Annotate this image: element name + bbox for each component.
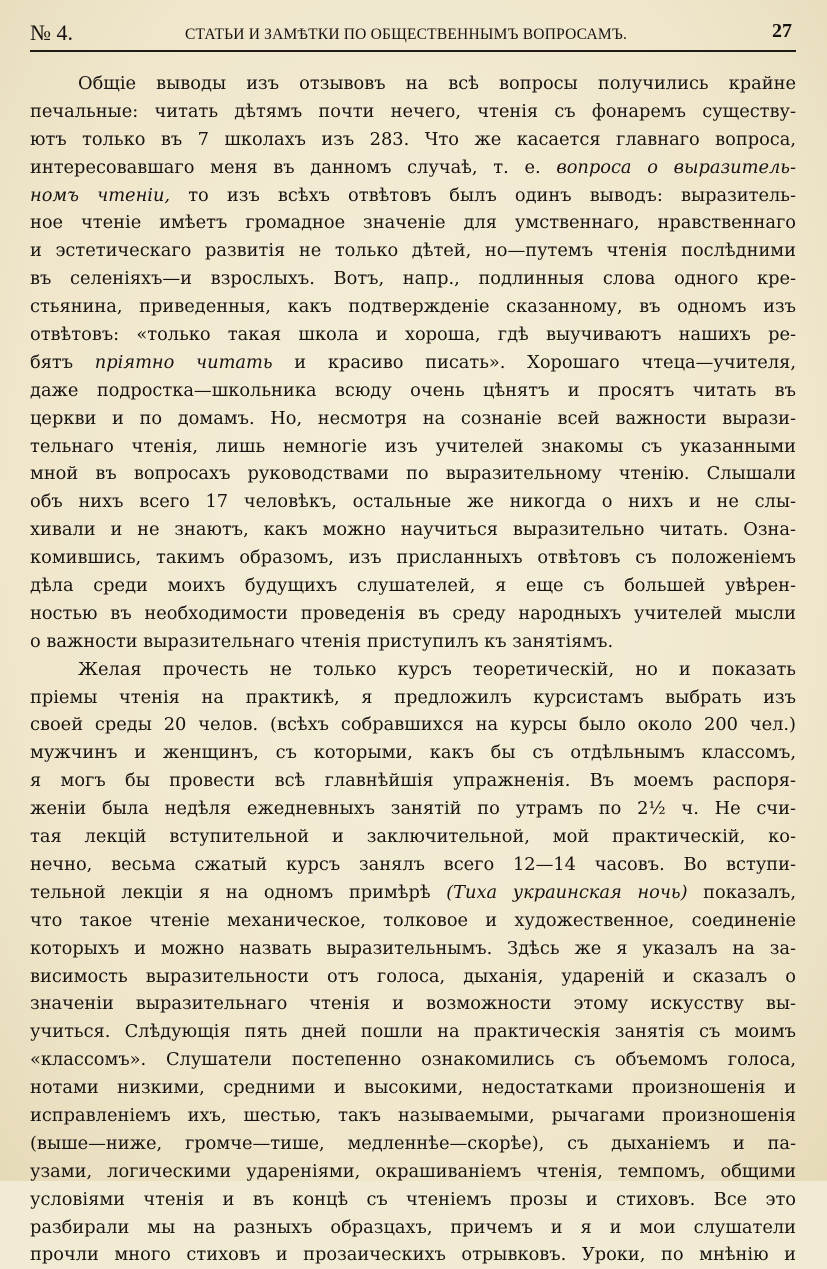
text-line [30,321,796,349]
text-line [30,433,796,461]
text-run: исправленіемъ ихъ, шестью, такъ называемыми, рычагами произношенія [30,1104,796,1126]
text-run: интересовавшаго меня въ данномъ случаѣ, т. е. [30,156,557,178]
text-line [30,182,796,210]
text-line [30,349,796,377]
text-run: тая лекцій вступительной и заключительной, мой практическій, ко- [30,826,796,848]
text-run: ютъ только въ 7 школахъ изъ 283. Что же касается главнаго вопроса, [30,128,796,150]
issue-number: № 4. [30,20,73,45]
text-line [30,544,796,572]
text-run: печальные: читать дѣтямъ почти нечего, чтенія съ фонаремъ существу- [30,100,796,122]
text-line [30,1018,796,1046]
text-run: «классомъ». Слушатели постепенно ознакомились съ объемомъ голоса, [30,1049,796,1071]
text-line [30,70,796,98]
text-run: Желая прочесть не только курсъ теоретическій, но и показать [78,658,796,680]
text-run: бятъ [30,351,95,373]
text-line [30,711,796,739]
text-run: мной въ вопросахъ руководствами по выразительному чтенію. Слышали [30,463,796,485]
text-run: которыхъ и можно назвать выразительнымъ. Здѣсь же я указалъ на за- [30,937,796,959]
section-title: СТАТЬИ И ЗАМѢТКИ ПО ОБЩЕСТВЕННЫМЪ ВОПРОСАМЪ. [185,26,628,43]
text-line [30,851,796,879]
text-run: хивали и не знаютъ, какъ можно научиться выразительно читать. Озна- [30,519,796,541]
article-body [30,70,796,1269]
text-run: ностью въ необходимости проведенія въ среду народныхъ учителей мысли [30,602,796,624]
text-line [30,460,796,488]
text-line [30,154,796,182]
text-run: въ селеніяхъ—и взрослыхъ. Вотъ, напр., подлинныя слова одного кре- [30,268,796,290]
text-run: комившись, такимъ образомъ, изъ присланныхъ отвѣтовъ съ положеніемъ [30,547,796,569]
text-line [30,1214,796,1242]
italic-text: (Тиха украинская ночь) [446,881,688,903]
italic-text: номъ чтеніи, [30,184,171,206]
text-line [30,377,796,405]
running-header [30,20,796,52]
text-run: ное чтеніе имѣетъ громадное значеніе для умственнаго, нравственнаго [30,212,796,234]
text-run: узами, логическими удареніями, окрашиваніемъ чтенія, темпомъ, общими [30,1160,796,1182]
text-run: пріемы чтенія на практикѣ, я предложилъ курсистамъ выбрать изъ [30,686,796,708]
text-run: женіи была недѣля ежедневныхъ занятій по утрамъ по 2½ ч. Не счи- [30,798,796,820]
text-line [30,516,796,544]
text-line [30,990,796,1018]
text-line [30,265,796,293]
text-run: нечно, весьма сжатый курсъ занялъ всего 12—14 часовъ. Во вступи- [30,853,796,875]
text-run: показалъ, [687,881,796,903]
text-run: я могъ бы провести всѣ главнѣйшія упражненія. Въ моемъ распоря- [30,770,796,792]
text-line [30,293,796,321]
text-line [30,963,796,991]
text-line [30,98,796,126]
text-line [30,767,796,795]
text-run: тельной лекціи я на одномъ примѣрѣ [30,881,447,903]
text-line [30,823,796,851]
text-line [30,209,796,237]
text-line [30,739,796,767]
text-line [30,656,796,684]
italic-text: вопроса о выразитель- [556,156,796,178]
text-line [30,126,796,154]
text-run: даже подростка—школьника всюду очень цѣнятъ и просятъ читать въ [30,379,796,401]
text-run: церкви и по домамъ. Но, несмотря на сознаніе всей важности вырази- [30,407,796,429]
text-line [30,1074,796,1102]
text-line [30,879,796,907]
text-line [30,628,796,656]
text-run: отвѣтовъ: «только такая школа и хороша, гдѣ выучиваютъ нашихъ ре- [30,324,796,346]
text-run: висимость выразительности отъ голоса, дыханія, удареній и сказалъ о [30,965,796,987]
italic-text: пріятно читать [94,351,273,373]
text-line [30,1046,796,1074]
text-run: тельнаго чтенія, лишь немногіе изъ учителей знакомы съ указанными [30,435,796,457]
text-run: учиться. Слѣдующія пять дней пошли на практическія занятія съ моимъ [30,1021,796,1043]
text-run: дѣла среди моихъ будущихъ слушателей, я еще съ большей увѣрен- [30,575,796,597]
text-line [30,572,796,600]
text-line [30,1186,796,1214]
text-run: своей среды 20 челов. (всѣхъ собравшихся на курсы было около 200 чел.) [30,714,796,736]
text-run: то изъ всѣхъ отвѣтовъ былъ одинъ выводъ: выразитель- [170,184,796,206]
text-run: прочли много стиховъ и прозаическихъ отрывковъ. Уроки, по мнѣнію и [30,1244,796,1266]
text-run: объ нихъ всего 17 человѣкъ, остальные же никогда о нихъ и не слы- [30,491,796,513]
text-line [30,684,796,712]
text-run: что такое чтеніе механическое, толковое и художественное, соединеніе [30,909,796,931]
text-line [30,935,796,963]
text-line [30,600,796,628]
text-run: о важности выразительнаго чтенія приступилъ къ занятіямъ. [30,630,614,652]
text-line [30,907,796,935]
text-line [30,1241,796,1269]
text-line [30,1102,796,1130]
text-run: нотами низкими, средними и высокими, недостатками произношенія и [30,1077,796,1099]
text-line [30,488,796,516]
text-line [30,795,796,823]
text-line [30,1158,796,1186]
text-line [30,1130,796,1158]
text-run: разбирали мы на разныхъ образцахъ, причемъ и я и мои слушатели [30,1216,796,1238]
text-run: Общіе выводы изъ отзывовъ на всѣ вопросы получились крайне [78,73,796,94]
text-run: условіями чтенія и въ концѣ съ чтеніемъ прозы и стиховъ. Все это [30,1188,796,1210]
text-run: (выше—ниже, громче—тише, медленнѣе—скорѣе), съ дыханіемъ и па- [30,1132,796,1154]
text-line [30,405,796,433]
text-run: мужчинъ и женщинъ, съ которыми, какъ бы съ отдѣльнымъ классомъ, [30,742,796,764]
text-run: и красиво писать». Хорошаго чтеца—учителя, [272,351,796,373]
text-run: стьянина, приведенныя, какъ подтвержденіе сказанному, въ одномъ изъ [30,296,796,318]
text-run: и эстетическаго развитія не только дѣтей, но—путемъ чтенія послѣдними [30,240,796,262]
text-run: значеніи выразительнаго чтенія и возможности этому искусству вы- [30,993,796,1015]
page-number: 27 [772,20,792,42]
text-line [30,237,796,265]
